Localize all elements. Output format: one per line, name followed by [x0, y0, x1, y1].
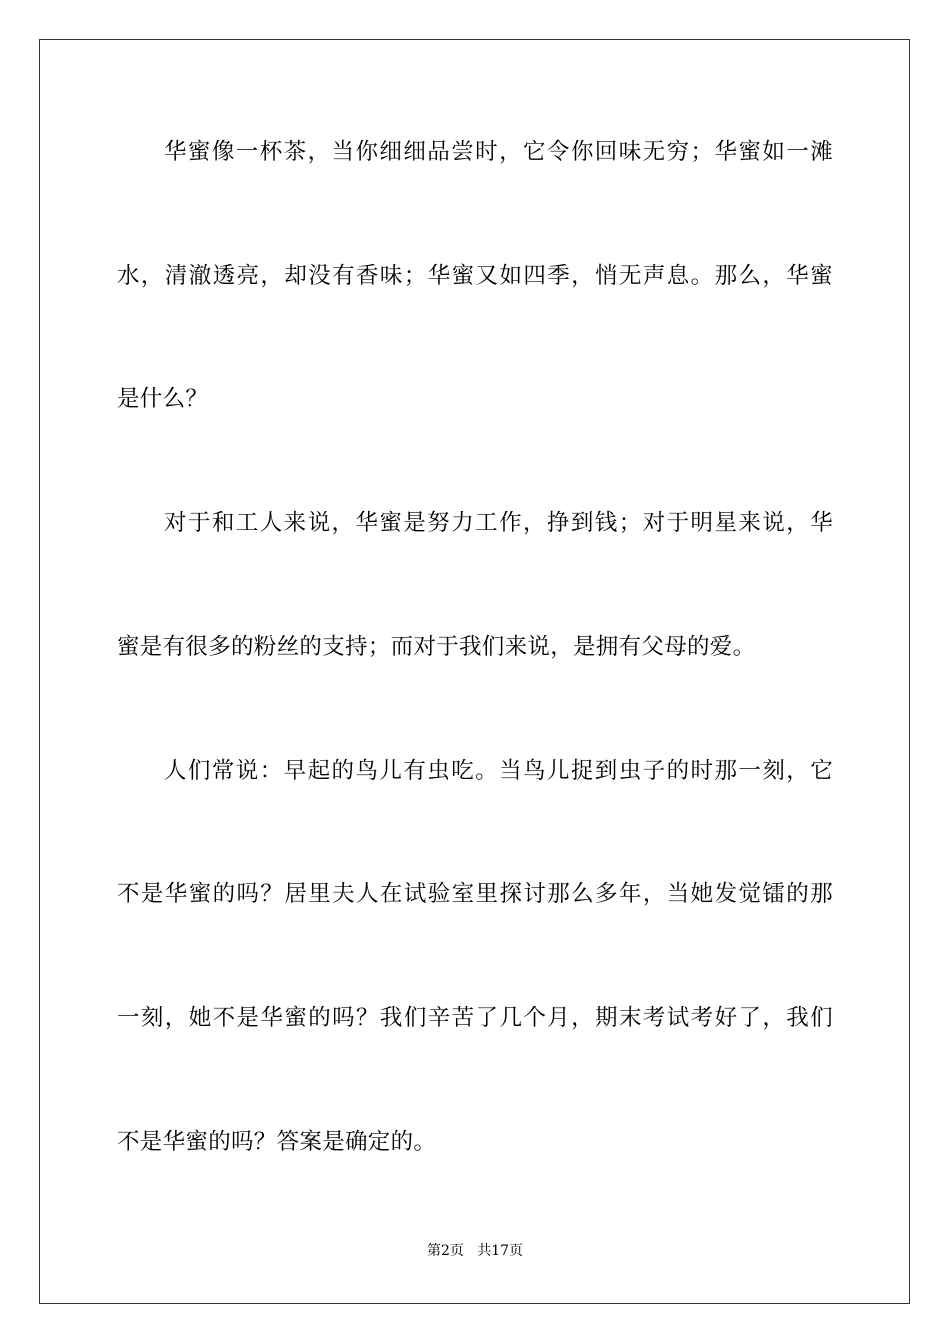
paragraph-2-line-1: 对于和工人来说，华蜜是努力工作，挣到钱；对于明星来说，华 — [164, 510, 833, 536]
paragraph-1-line-2: 水，清澈透亮，却没有香味；华蜜又如四季，悄无声息。那么，华蜜 — [117, 263, 833, 289]
paragraph-2-line-2: 蜜是有很多的粉丝的支持；而对于我们来说，是拥有父母的爱。 — [117, 634, 756, 660]
paragraph-1-line-1: 华蜜像一杯茶，当你细细品尝时，它令你回味无穷；华蜜如一滩 — [164, 139, 833, 165]
page-number: 2 — [440, 1243, 450, 1259]
total-suffix: 页 — [509, 1243, 524, 1259]
page-label: 第 — [426, 1243, 441, 1259]
paragraph-3-line-1: 人们常说：早起的鸟儿有虫吃。当鸟儿捉到虫子的时那一刻，它 — [164, 758, 833, 784]
paragraph-3-line-2: 不是华蜜的吗？居里夫人在试验室里探讨那么多年，当她发觉镭的那 — [117, 881, 833, 907]
paragraph-3-line-4: 不是华蜜的吗？答案是确定的。 — [117, 1129, 437, 1155]
page-footer — [0, 1241, 950, 1261]
total-pages: 17 — [491, 1243, 510, 1259]
paragraph-1-line-3: 是什么？ — [117, 386, 209, 412]
page-suffix: 页 — [449, 1243, 464, 1259]
total-label: 共 — [477, 1243, 492, 1259]
page-border — [39, 39, 910, 1304]
paragraph-3-line-3: 一刻，她不是华蜜的吗？我们辛苦了几个月，期末考试考好了，我们 — [117, 1005, 833, 1031]
